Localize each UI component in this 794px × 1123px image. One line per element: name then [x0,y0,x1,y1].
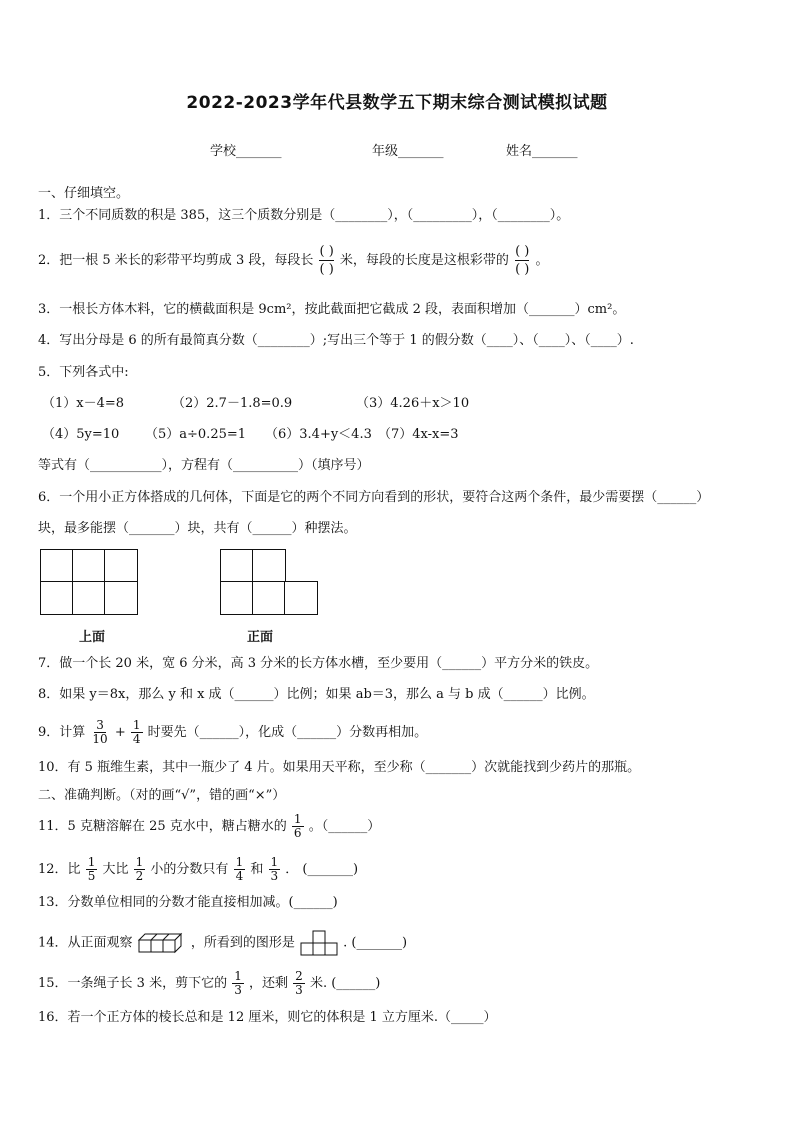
question-14: 14．从正面观察 ，所看到的图形是 . (_______) [38,930,407,956]
question-10: 10．有 5 瓶维生素，其中一瓶少了 4 片。如果用天平称，至少称（_______）次就能找到少药片的那瓶。 [38,760,641,775]
grid-cell [72,581,106,615]
q2-text-b: 米，每段的长度是这根彩带的 [339,253,509,268]
top-view-label: 上面 [79,630,106,645]
school-field[interactable]: 学校_______ [210,144,282,159]
q5-answer: 等式有（___________），方程有（__________）（填序号） [38,458,370,473]
fraction: $\frac{1}{2}$ [135,855,144,883]
grid-cell [104,581,138,615]
name-field[interactable]: 姓名_______ [506,144,578,159]
question-4: 4．写出分母是 6 的所有最简真分数（________）;写出三个等于 1 的假分数（____）、（____）、（____）. [38,333,634,348]
cuboid-stack-icon [137,932,187,954]
question-2 [38,243,549,278]
fraction: $\frac{1}{4}$ [235,855,244,883]
question-11: 11．5 克糖溶解在 25 克水中，糖占糖水的 $\frac{1}{6}$ 。（______） [38,812,381,840]
question-8: 8．如果 y＝8x，那么 y 和 x 成（______）比例；如果 ab＝3，那么 a 与 b 成（______）比例。 [38,687,595,702]
grid-cell [220,549,254,583]
grid-cell [72,549,106,583]
q2-text-a: 2．把一根 5 米长的彩带平均剪成 3 段，每段长 [38,253,314,268]
q5-item-5: （5）a÷0.25=1 [145,427,247,442]
q2-blank-fraction-1[interactable]: ( ) ( ) [319,244,334,277]
grid-cell [252,581,286,615]
grid-cell [40,581,74,615]
question-6-line-2: 块，最多能摆（_______）块，共有（______）种摆法。 [38,521,357,536]
fraction: $\frac{1}{5}$ [87,855,96,883]
front-view-shape-icon [299,930,339,956]
q5-item-1: （1）x－4=8 [42,396,125,411]
top-view-figure [40,549,138,615]
fraction: $\frac{1}{4}$ [132,718,141,746]
q5-item-7: （7）4x-x=3 [378,427,459,442]
page-title: 2022-2023学年代县数学五下期末综合测试模拟试题 [186,93,608,113]
fraction: $\frac{1}{3}$ [270,855,279,883]
grid-cell [252,549,286,583]
section-heading-judge: 二、准确判断。（对的画“√”，错的画“×”） [38,788,286,803]
q5-item-3: （3）4.26＋x＞10 [356,396,470,411]
question-9: 9．计算 $\frac{3}{10}$ + $\frac{1}{4}$ 时要先（______），化成（______）分数再相加。 [38,718,428,746]
grid-cell [284,581,318,615]
question-7: 7．做一个长 20 米，宽 6 分米，高 3 分米的长方体水槽，至少要用（______）平方分米的铁皮。 [38,656,599,671]
grid-cell [40,549,74,583]
q2-text-c: 。 [535,253,549,268]
q5-item-4: （4）5y=10 [42,427,120,442]
question-3: 3．一根长方体木料，它的横截面积是 9cm²，按此截面把它截成 2 段，表面积增加（_______）cm²。 [38,302,626,317]
question-1: 1．三个不同质数的积是 385，这三个质数分别是（________），（_________），（________）。 [38,208,570,223]
grade-field[interactable]: 年级_______ [372,144,444,159]
front-view-figure [220,549,318,615]
fraction: $\frac{2}{3}$ [295,969,303,997]
fraction: $\frac{1}{3}$ [234,969,242,997]
question-5-intro: 5．下列各式中: [38,365,129,380]
q5-item-2: （2）2.7－1.8=0.9 [172,396,293,411]
question-12: 12．比 $\frac{1}{5}$ 大比 $\frac{1}{2}$ 小的分数只有 $\frac{1}{4}$ 和 $\frac{1}{3}$ ． (_______) [38,855,359,883]
grid-cell [220,581,254,615]
front-view-label: 正面 [247,630,274,645]
fraction: $\frac{3}{10}$ [92,718,108,746]
question-13: 13．分数单位相同的分数才能直接相加减。(______) [38,895,338,910]
section-heading-fill: 一、仔细填空。 [38,186,130,201]
q2-blank-fraction-2[interactable]: ( ) ( ) [515,244,530,277]
fraction: $\frac{1}{6}$ [293,812,302,840]
question-6-line-1: 6．一个用小正方体搭成的几何体，下面是它的两个不同方向看到的形状，要符合这两个条件，最少需要摆（______） [38,490,710,505]
grid-cell [104,549,138,583]
q5-item-6: （6）3.4+y＜4.3 [265,427,372,442]
question-15: 15．一条绳子长 3 米，剪下它的 $\frac{1}{3}$ ，还剩 $\frac{2}{3}$ 米. (______) [38,969,381,997]
question-16: 16．若一个正方体的棱长总和是 12 厘米，则它的体积是 1 立方厘米.（_____） [38,1010,497,1025]
